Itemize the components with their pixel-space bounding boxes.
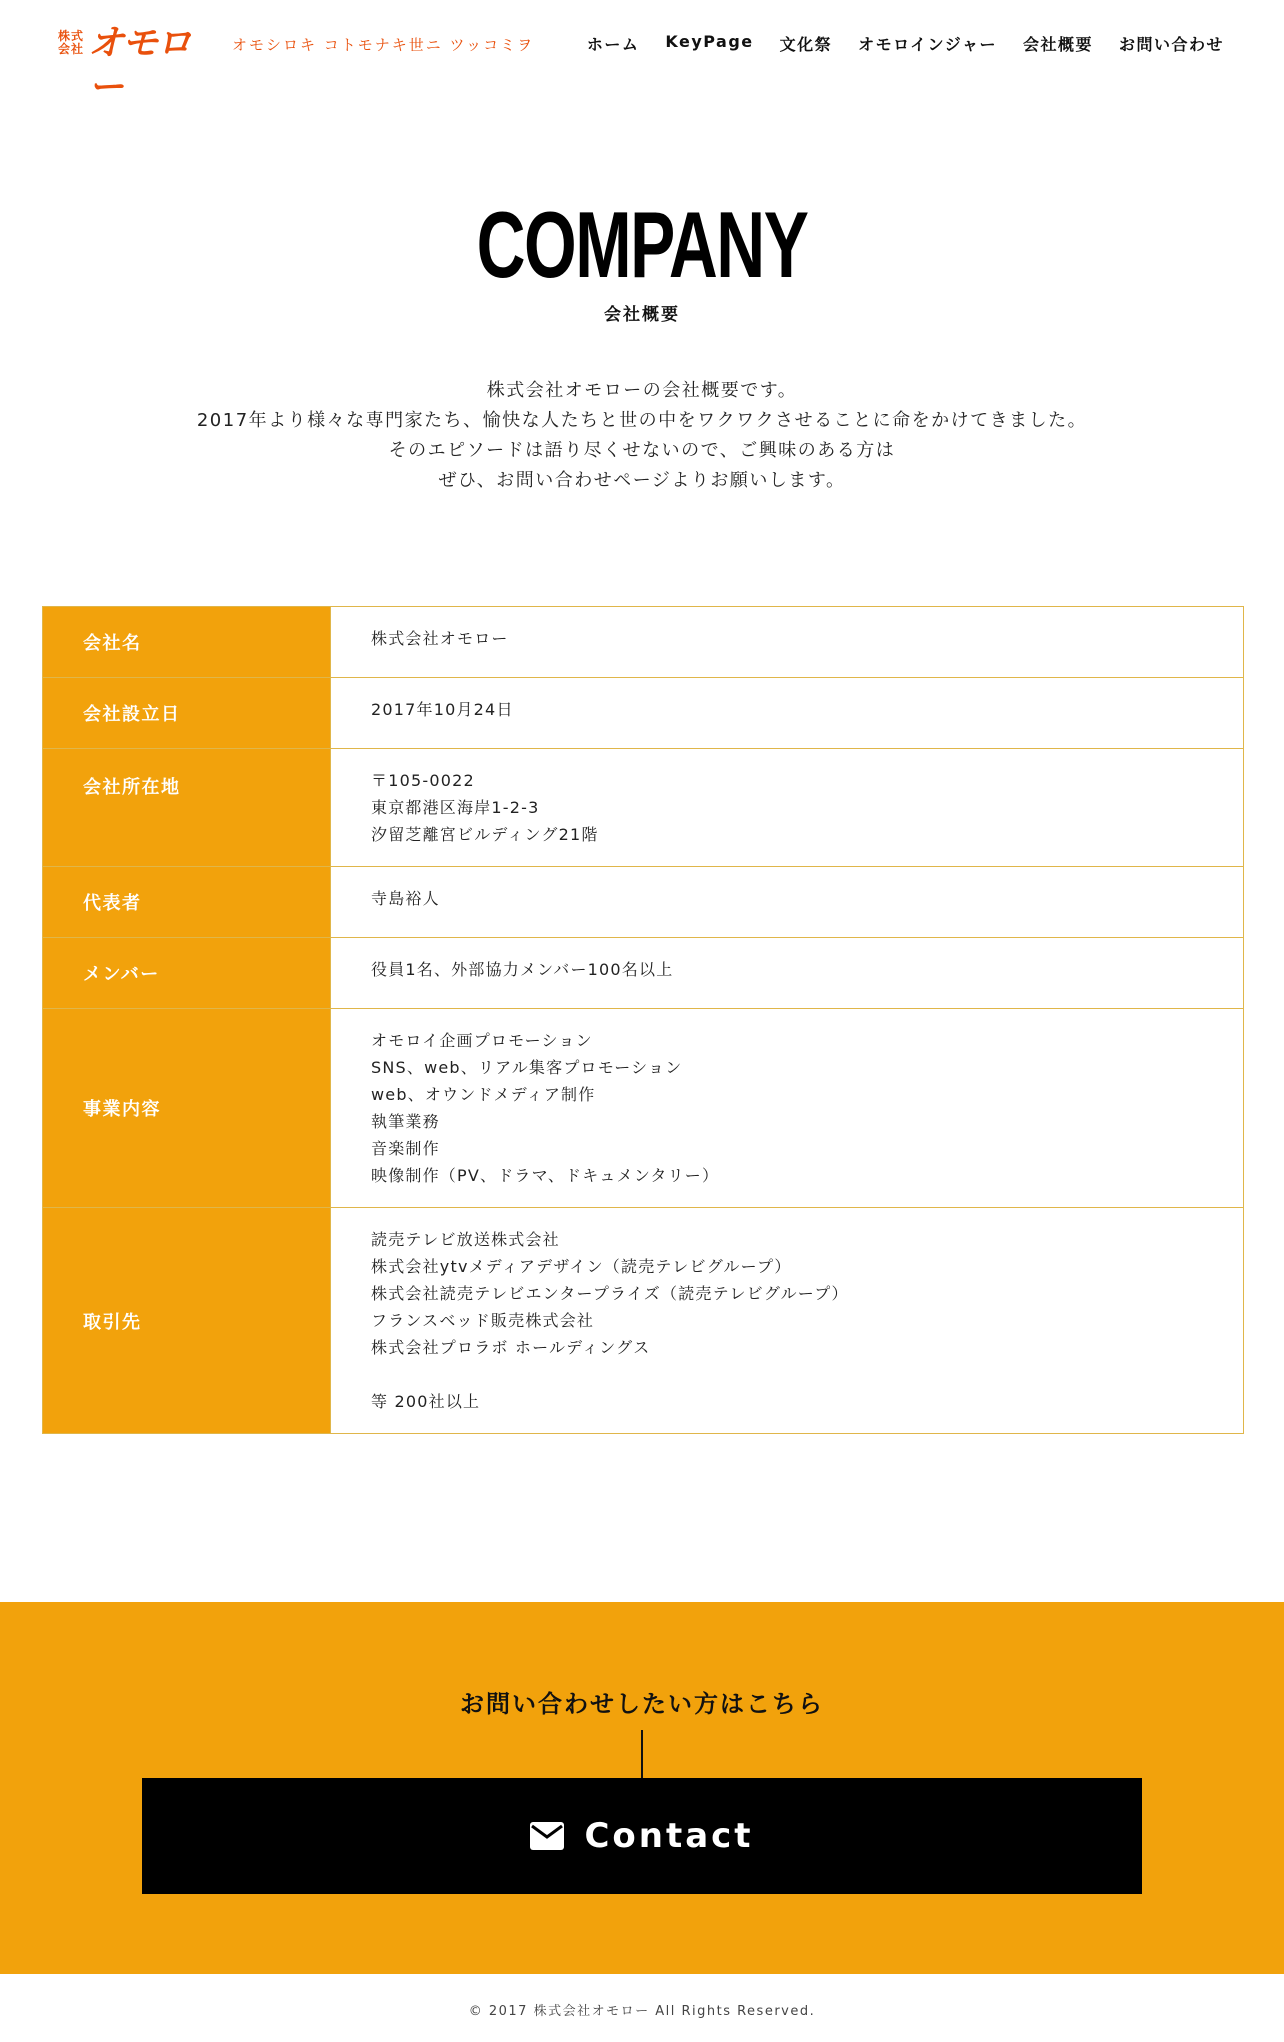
contact-cta-section <box>0 1602 1284 1974</box>
row-value <box>330 867 1243 937</box>
contact-button-label: Contact <box>584 1816 754 1856</box>
row-label-company-name: 会社名 <box>43 607 330 677</box>
company-info-table <box>42 606 1244 1434</box>
mail-icon <box>530 1822 564 1850</box>
cta-connector-line <box>641 1730 643 1780</box>
intro-line: ぜひ、お問い合わせページよりお願いします。 <box>438 470 846 491</box>
page-subtitle: 会社概要 <box>604 305 680 325</box>
row-label-founded: 会社設立日 <box>43 678 330 748</box>
value-line <box>371 1361 1243 1388</box>
copyright-text: © 2017 株式会社オモロー All Rights Reserved. <box>468 2004 816 2019</box>
site-tagline: オモシロキ コトモナキ世ニ ツッコミヲ <box>232 36 535 54</box>
value-line: 〒105-0022 <box>371 771 475 790</box>
row-label-business: 事業内容 <box>43 1009 330 1207</box>
site-logo[interactable] <box>58 22 218 108</box>
value-line: 音楽制作 <box>371 1139 440 1158</box>
value-line: 株式会社読売テレビエンタープライズ（読売テレビグループ） <box>371 1284 849 1303</box>
logo-main-text: オモロー <box>88 23 191 108</box>
value-line: web、オウンドメディア制作 <box>371 1085 596 1104</box>
row-value <box>330 678 1243 748</box>
value-line: 東京都港区海岸1-2-3 <box>371 798 540 817</box>
value-line: 2017年10月24日 <box>371 700 514 719</box>
value-line: 役員1名、外部協力メンバー100名以上 <box>371 960 674 979</box>
nav-item-home[interactable]: ホーム <box>586 35 640 54</box>
value-line: 株式会社ytvメディアデザイン（読売テレビグループ） <box>371 1257 792 1276</box>
value-line: 汐留芝離宮ビルディング21階 <box>371 825 599 844</box>
row-value <box>330 938 1243 1008</box>
row-label-members: メンバー <box>43 938 330 1008</box>
row-value <box>330 1208 1243 1433</box>
value-line: 読売テレビ放送株式会社 <box>371 1230 560 1249</box>
main-nav <box>587 32 1224 55</box>
intro-text <box>0 376 1284 496</box>
table-row <box>43 867 1243 938</box>
cta-heading: お問い合わせしたい方はこちら <box>460 1690 824 1718</box>
row-value <box>330 607 1243 677</box>
table-row <box>43 607 1243 678</box>
value-line: SNS、web、リアル集客プロモーション <box>371 1058 683 1077</box>
site-header <box>0 0 1284 108</box>
intro-line: 株式会社オモローの会社概要です。 <box>486 380 798 401</box>
intro-line: そのエピソードは語り尽くせないので、ご興味のある方は <box>388 440 896 461</box>
row-value <box>330 749 1243 866</box>
page-title: COMPANY <box>476 192 808 297</box>
table-row <box>43 1208 1243 1434</box>
table-row <box>43 938 1243 1009</box>
value-line: フランスベッド販売株式会社 <box>371 1311 595 1330</box>
table-row <box>43 1009 1243 1208</box>
nav-item-festival[interactable]: 文化祭 <box>779 35 833 54</box>
intro-line: 2017年より様々な専門家たち、愉快な人たちと世の中をワクワクさせることに命をかけてきました。 <box>196 410 1088 431</box>
nav-item-keypage[interactable]: KeyPage <box>665 32 754 51</box>
row-label-address: 会社所在地 <box>43 749 330 866</box>
row-value <box>330 1009 1243 1207</box>
row-label-representative: 代表者 <box>43 867 330 937</box>
value-line: 映像制作（PV、ドラマ、ドキュメンタリー） <box>371 1166 720 1185</box>
contact-button[interactable] <box>142 1778 1142 1894</box>
row-label-clients: 取引先 <box>43 1208 330 1433</box>
value-line: 株式会社オモロー <box>371 629 509 648</box>
logo-small-text: 株式会社 <box>58 29 85 56</box>
value-line: 等 200社以上 <box>371 1392 481 1411</box>
value-line: 執筆業務 <box>371 1112 440 1131</box>
table-row <box>43 678 1243 749</box>
nav-item-contact[interactable]: お問い合わせ <box>1118 35 1224 54</box>
value-line: 株式会社プロラボ ホールディングス <box>371 1338 651 1357</box>
table-row <box>43 749 1243 867</box>
nav-item-omoroinjer[interactable]: オモロインジャー <box>858 35 997 54</box>
value-line: 寺島裕人 <box>371 889 440 908</box>
nav-item-company[interactable]: 会社概要 <box>1022 35 1093 54</box>
value-line: オモロイ企画プロモーション <box>371 1031 593 1050</box>
